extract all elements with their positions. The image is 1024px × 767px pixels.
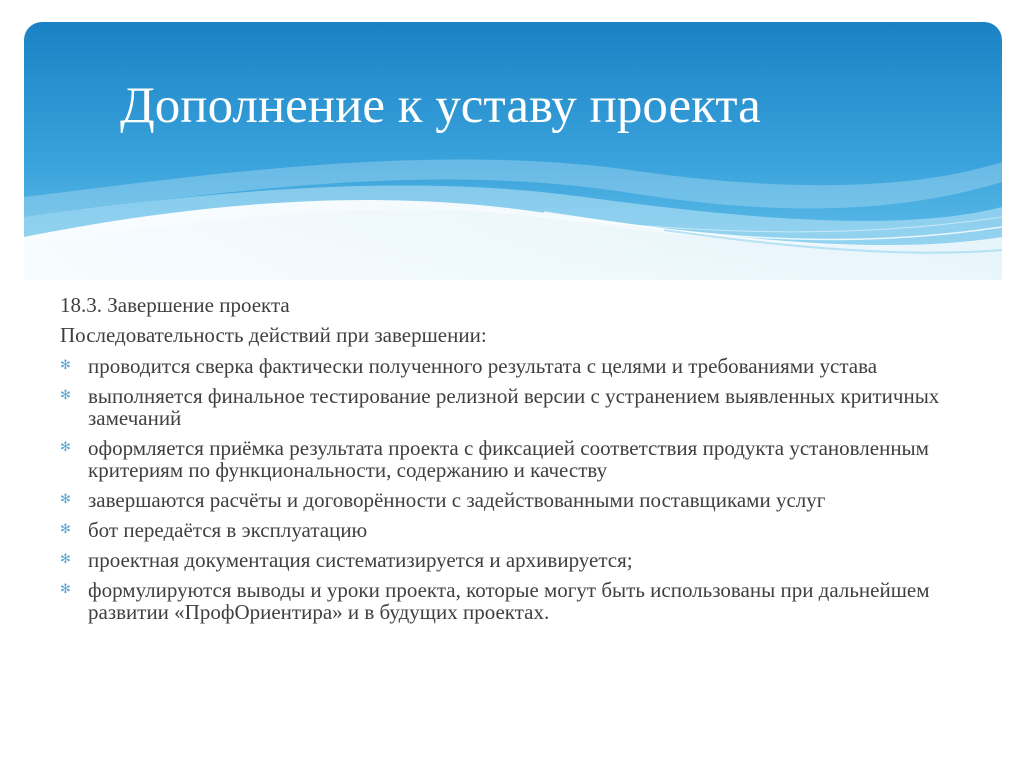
asterisk-icon: ✻ — [60, 440, 71, 455]
list-item — [60, 579, 990, 623]
asterisk-icon: ✻ — [60, 492, 71, 507]
list-item — [60, 385, 990, 429]
slide-body — [60, 290, 990, 623]
asterisk-icon: ✻ — [60, 522, 71, 537]
bullet-list — [60, 355, 990, 623]
section-heading: 18.3. Завершение проекта — [60, 293, 290, 317]
list-item — [60, 489, 990, 511]
asterisk-icon: ✻ — [60, 358, 71, 373]
list-item-text: проектная документация систематизируется и архивируется; — [88, 548, 633, 572]
list-item-text: формулируются выводы и уроки проекта, которые могут быть использованы при дальнейшем развитии «ПрофОриентира» и в будущих проектах. — [88, 578, 930, 624]
list-item-text: бот передаётся в эксплуатацию — [88, 518, 368, 542]
list-item — [60, 355, 990, 377]
list-item-text: проводится сверка фактически полученного результата с целями и требованиями устава — [88, 354, 878, 378]
list-item-text: оформляется приёмка результата проекта с фиксацией соответствия продукта установленным критериям по функциональности, содержанию и качеству — [88, 436, 929, 482]
asterisk-icon: ✻ — [60, 552, 71, 567]
wave-background — [24, 22, 1002, 280]
intro-text: Последовательность действий при завершении: — [60, 323, 487, 347]
asterisk-icon: ✻ — [60, 388, 71, 403]
list-item — [60, 519, 990, 541]
header-banner — [24, 22, 1002, 280]
asterisk-icon: ✻ — [60, 582, 71, 597]
slide-title: Дополнение к уставу проекта — [120, 78, 761, 134]
list-item-text: выполняется финальное тестирование релизной версии с устранением выявленных критичных замечаний — [88, 384, 940, 430]
list-item-text: завершаются расчёты и договорённости с задействованными поставщиками услуг — [88, 488, 826, 512]
list-item — [60, 549, 990, 571]
list-item — [60, 437, 990, 481]
